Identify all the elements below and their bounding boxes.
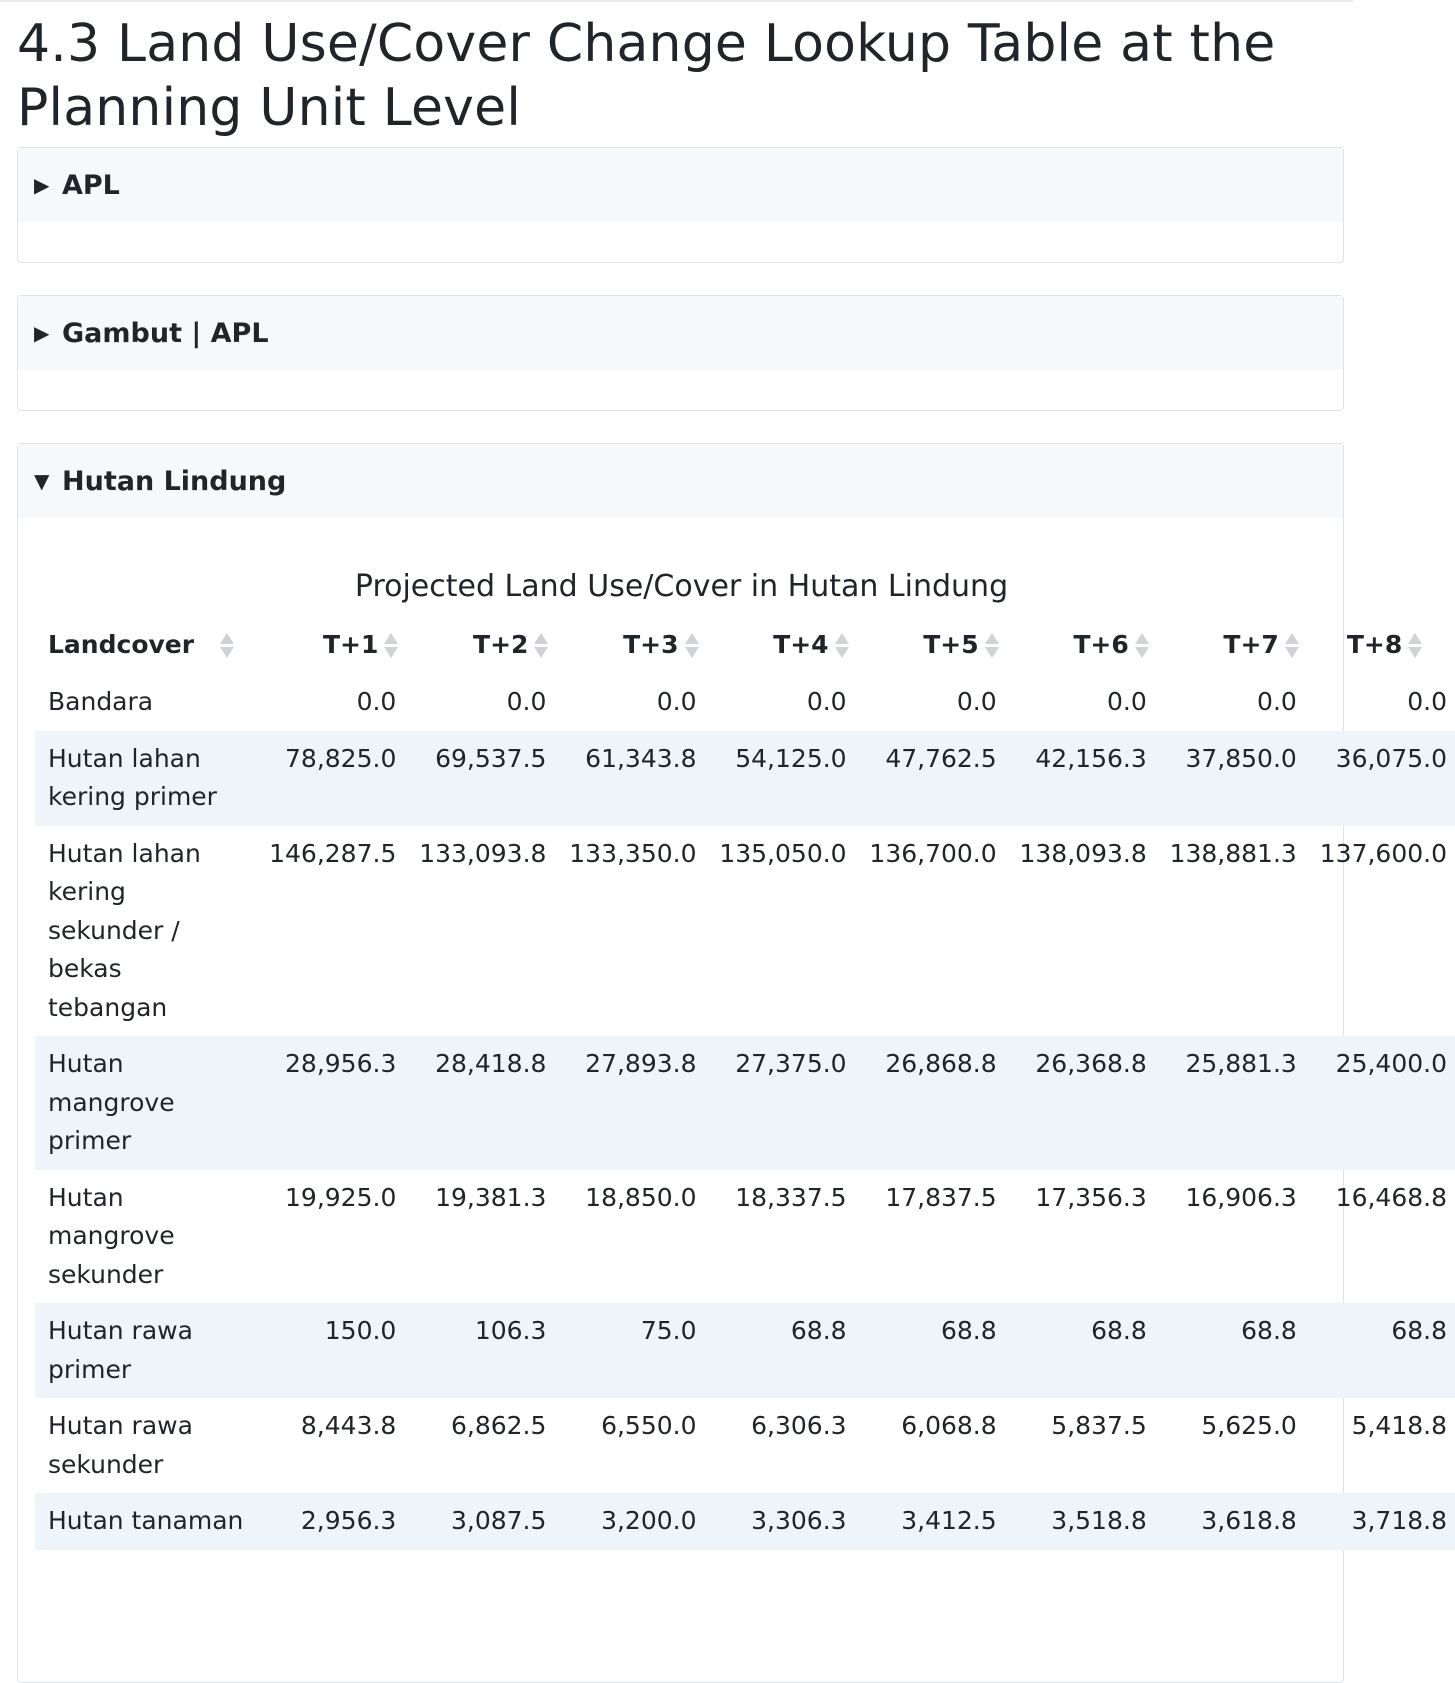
section-gambut-apl-toggle[interactable]: [18, 296, 1343, 370]
landcover-cell: Hutan rawa primer: [35, 1303, 254, 1398]
value-cell: 5,837.5: [1051, 1411, 1147, 1440]
value-cell: 5,418.8: [1351, 1411, 1447, 1440]
column-header-t2[interactable]: T+2: [404, 616, 554, 674]
landcover-cell: Hutan lahan kering primer: [35, 731, 254, 826]
section-apl-toggle[interactable]: [18, 148, 1343, 222]
sort-icon[interactable]: [835, 632, 847, 660]
value-cell: 3,412.5: [855, 1493, 1005, 1550]
value-cell: 19,381.3: [435, 1182, 547, 1212]
value-cell: 3,518.8: [1005, 1493, 1155, 1550]
value-cell: 68.8: [1155, 1303, 1305, 1398]
value-cell: 18,850.0: [585, 1182, 697, 1212]
value-cell: 138,881.3: [1169, 838, 1297, 868]
value-cell: 0.0: [656, 687, 697, 716]
caret-right-icon: ▶: [34, 173, 50, 197]
value-cell: 135,050.0: [719, 838, 847, 868]
value-cell: 6,550.0: [601, 1411, 697, 1440]
column-header-t4[interactable]: T+4: [705, 616, 855, 674]
landcover-cell: Hutan lahan kering sekunder / bekas tebangan: [48, 838, 201, 1022]
value-cell: 28,418.8: [404, 1036, 554, 1170]
value-cell: 26,868.8: [855, 1036, 1005, 1170]
top-divider: [0, 0, 1353, 2]
page-title: 4.3 Land Use/Cover Change Lookup Table at the Planning Unit Level: [17, 14, 1276, 138]
table-row: [35, 1036, 1455, 1170]
table-row: [35, 1303, 1455, 1398]
table-header-row: [35, 616, 1455, 674]
value-cell: 138,093.8: [1019, 838, 1147, 868]
value-cell: 0.0: [956, 687, 997, 716]
value-cell: 68.8: [855, 1303, 1005, 1398]
value-cell: 69,537.5: [404, 731, 554, 826]
value-cell: 3,718.8: [1305, 1493, 1455, 1550]
value-cell: 0.0: [506, 687, 547, 716]
caret-right-icon: ▶: [34, 321, 50, 345]
sort-icon[interactable]: [1285, 632, 1297, 660]
column-header-t6[interactable]: T+6: [1005, 616, 1155, 674]
value-cell: 37,850.0: [1155, 731, 1305, 826]
column-header-t3[interactable]: T+3: [554, 616, 704, 674]
sort-icon[interactable]: [685, 632, 697, 660]
section-apl-label: APL: [62, 169, 120, 201]
value-cell: 25,400.0: [1305, 1036, 1455, 1170]
value-cell: 133,093.8: [419, 838, 547, 868]
value-cell: 6,306.3: [751, 1411, 847, 1440]
value-cell: 28,956.3: [254, 1036, 404, 1170]
table-row: [35, 1493, 1455, 1550]
value-cell: 54,125.0: [705, 731, 855, 826]
value-cell: 27,893.8: [554, 1036, 704, 1170]
value-cell: 27,375.0: [705, 1036, 855, 1170]
sort-icon[interactable]: [384, 632, 396, 660]
value-cell: 150.0: [254, 1303, 404, 1398]
value-cell: 47,762.5: [855, 731, 1005, 826]
section-gambut-apl-label: Gambut | APL: [62, 317, 269, 349]
value-cell: 136,700.0: [869, 838, 997, 868]
value-cell: 0.0: [1407, 687, 1447, 716]
sort-icon[interactable]: [1135, 632, 1147, 660]
value-cell: 68.8: [705, 1303, 855, 1398]
landcover-cell: Hutan mangrove primer: [35, 1036, 254, 1170]
value-cell: 25,881.3: [1155, 1036, 1305, 1170]
value-cell: 0.0: [1257, 687, 1297, 716]
sort-icon[interactable]: [1408, 632, 1420, 660]
value-cell: 68.8: [1005, 1303, 1155, 1398]
value-cell: 18,337.5: [735, 1182, 847, 1212]
value-cell: 2,956.3: [254, 1493, 404, 1550]
table-scroll-area[interactable]: [35, 518, 1447, 1550]
section-hutan-lindung-label: Hutan Lindung: [62, 465, 287, 497]
value-cell: 3,306.3: [705, 1493, 855, 1550]
value-cell: 106.3: [404, 1303, 554, 1398]
value-cell: 137,600.0: [1319, 838, 1447, 868]
landcover-cell: Bandara: [48, 687, 154, 716]
value-cell: 19,925.0: [285, 1182, 397, 1212]
section-apl: [17, 147, 1344, 263]
value-cell: 8,443.8: [300, 1411, 397, 1440]
value-cell: 3,087.5: [404, 1493, 554, 1550]
column-header-t7[interactable]: T+7: [1155, 616, 1305, 674]
sort-icon[interactable]: [534, 632, 546, 660]
value-cell: 36,075.0: [1305, 731, 1455, 826]
value-cell: 26,368.8: [1005, 1036, 1155, 1170]
value-cell: 146,287.5: [269, 838, 397, 868]
value-cell: 16,906.3: [1185, 1182, 1297, 1212]
column-header-t8[interactable]: T+8: [1305, 616, 1455, 674]
column-header-landcover[interactable]: Landcover: [35, 616, 254, 674]
value-cell: 0.0: [1106, 687, 1147, 716]
value-cell: 3,618.8: [1155, 1493, 1305, 1550]
value-cell: 3,200.0: [554, 1493, 704, 1550]
value-cell: 17,356.3: [1035, 1182, 1147, 1212]
value-cell: 6,068.8: [901, 1411, 997, 1440]
table-row: [35, 1398, 1455, 1493]
section-gambut-apl: [17, 295, 1344, 411]
value-cell: 42,156.3: [1005, 731, 1155, 826]
value-cell: 61,343.8: [554, 731, 704, 826]
table-row: [35, 674, 1455, 731]
section-hutan-lindung: [17, 443, 1447, 1683]
value-cell: 78,825.0: [254, 731, 404, 826]
value-cell: 133,350.0: [569, 838, 697, 868]
value-cell: 0.0: [356, 687, 397, 716]
landcover-cell: Hutan mangrove sekunder: [48, 1182, 175, 1289]
table-caption: Projected Land Use/Cover in Hutan Lindung: [354, 569, 1009, 604]
landcover-table: [35, 616, 1455, 1550]
table-row: [35, 1170, 1455, 1304]
table-row: [35, 826, 1455, 1037]
value-cell: 17,837.5: [885, 1182, 997, 1212]
table-row: [35, 731, 1455, 826]
value-cell: 75.0: [554, 1303, 704, 1398]
landcover-cell: Hutan rawa sekunder: [48, 1411, 193, 1479]
sort-icon[interactable]: [220, 632, 232, 660]
value-cell: 68.8: [1305, 1303, 1455, 1398]
sort-icon[interactable]: [985, 632, 997, 660]
section-hutan-lindung-toggle[interactable]: [18, 444, 1343, 518]
value-cell: 0.0: [806, 687, 847, 716]
value-cell: 6,862.5: [450, 1411, 547, 1440]
landcover-cell: Hutan tanaman: [35, 1493, 254, 1550]
column-header-t1[interactable]: T+1: [254, 616, 404, 674]
column-header-t5[interactable]: T+5: [855, 616, 1005, 674]
value-cell: 16,468.8: [1335, 1182, 1447, 1212]
caret-down-icon: ▼: [34, 469, 50, 493]
value-cell: 5,625.0: [1201, 1411, 1297, 1440]
